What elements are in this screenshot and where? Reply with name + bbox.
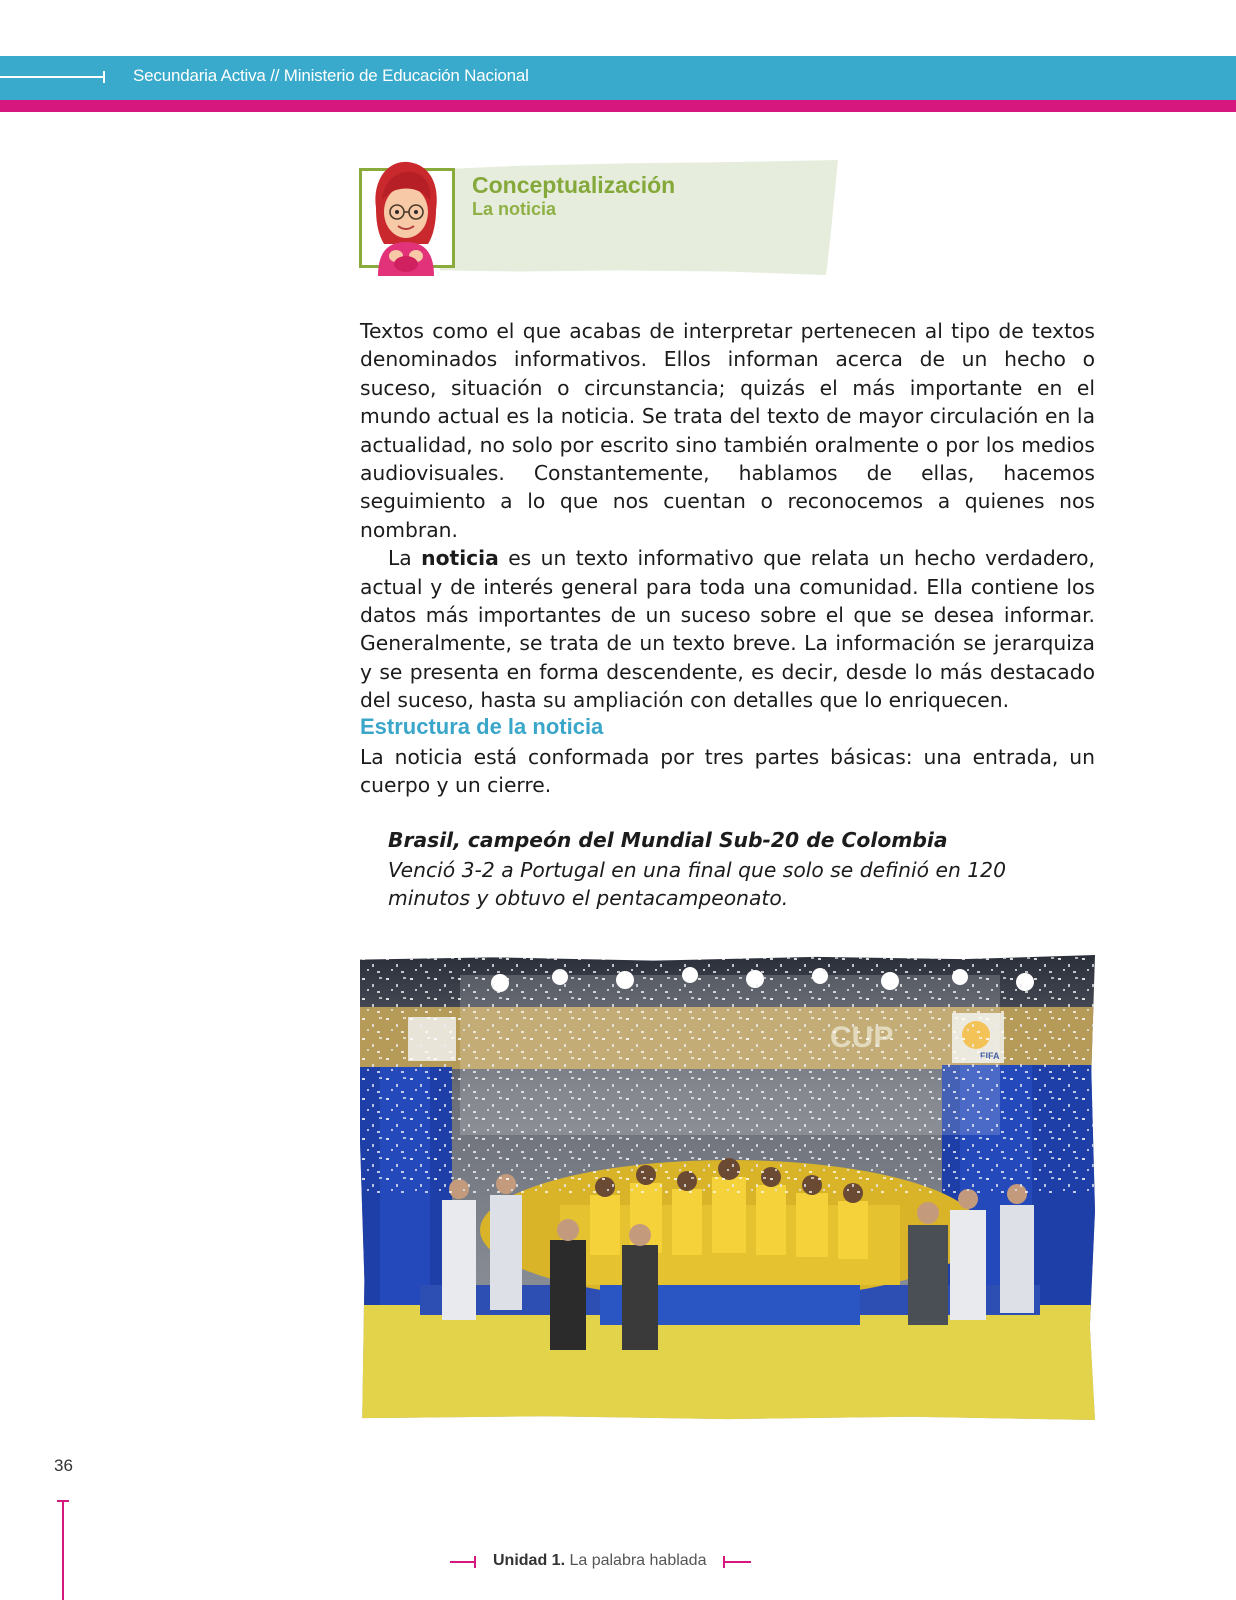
footer-unit-label bbox=[493, 1552, 706, 1570]
header-rule-cap bbox=[103, 71, 105, 83]
header-title: Secundaria Activa // Ministerio de Educación Nacional bbox=[133, 66, 529, 85]
section-title: Conceptualización bbox=[472, 172, 676, 198]
paragraph: Textos como el que acabas de interpretar pertenecen al tipo de textos denominados informativos. Ellos informan acerca de un hecho o suceso, situación o circunstancia; quizás el más importante en el mundo actual es la noticia. Se trata del texto de mayor circulación en la actualidad, no solo por escrito sino también oralmente o por los medios audiovisuales. Constantemente, hablamos de ellas, hacemos seguimiento a lo que nos cuentan o reconocemos a quienes nos nombran. bbox=[360, 319, 1095, 542]
news-headline: Brasil, campeón del Mundial Sub-20 de Colombia bbox=[388, 828, 948, 852]
section-text: La noticia está conformada por tres partes básicas: una entrada, un cuerpo y un cierre. bbox=[360, 745, 1095, 798]
section-subtitle: La noticia bbox=[472, 199, 557, 219]
body-text bbox=[360, 317, 1095, 715]
unit-title: La palabra hablada bbox=[565, 1552, 707, 1569]
unit-number: Unidad 1. bbox=[493, 1552, 566, 1569]
page-number: 36 bbox=[54, 1456, 73, 1475]
header-rule bbox=[0, 76, 104, 78]
header-accent-stripe bbox=[0, 100, 1236, 112]
footer-rule-right bbox=[723, 1561, 751, 1563]
footer-vertical-rule bbox=[62, 1500, 64, 1600]
keyword-noticia: noticia bbox=[421, 546, 499, 571]
news-lead: Venció 3-2 a Portugal en una final que solo se definió en 120 minutos y obtuvo el pentacampeonato. bbox=[388, 858, 1006, 911]
paragraph-rest: es un texto informativo que relata un hecho verdadero, actual y de interés general para toda una comunidad. Ella contiene los datos más importantes de un suceso sobre el que se desea informar. Generalmente, se trata de un texto breve. La información se jerarquiza y se presenta en forma descendente, es decir, desde lo más destacado del suceso, hasta su ampliación con detalles que lo enriquecen. bbox=[360, 546, 1095, 713]
teacher-avatar-icon bbox=[366, 160, 446, 276]
paragraph bbox=[360, 544, 1095, 714]
celebration-photo bbox=[360, 955, 1095, 1420]
footer-rule-left bbox=[450, 1561, 476, 1563]
section-heading: Estructura de la noticia bbox=[360, 714, 604, 739]
footer-rule-left-cap bbox=[474, 1556, 476, 1568]
paragraph-lead: La bbox=[388, 546, 422, 571]
